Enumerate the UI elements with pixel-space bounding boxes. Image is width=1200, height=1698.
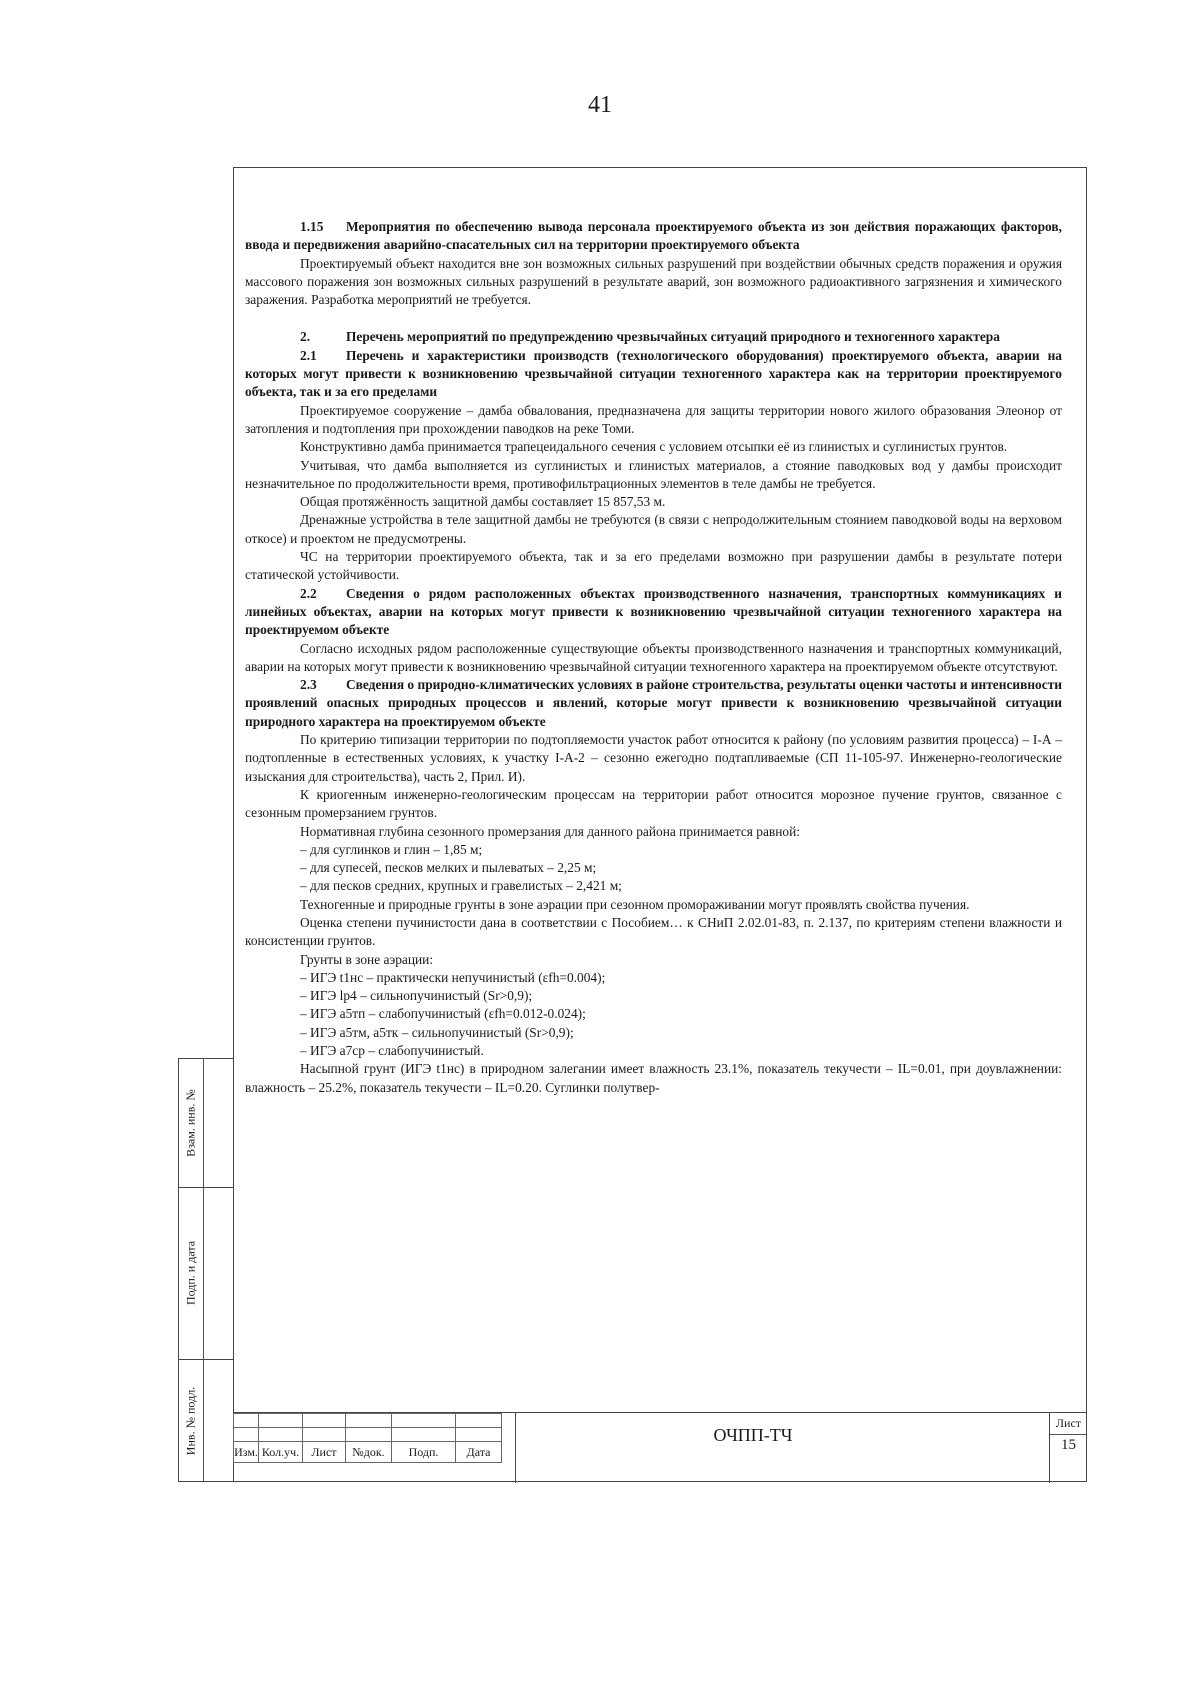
section-title: Мероприятия по обеспечению вывода персонала проектируемого объекта из зон действия поражающих факторов, ввода и передвижения аварийно-спасательных сил на территории проектируемого объекта [245,219,1062,253]
paragraph: Проектируемое сооружение – дамба обвалования, предназначена для защиты территории нового жилого образования Элеонор от затопления и подтопления при прохождении паводков на реке Томи. [245,402,1062,436]
col-izm: Изм. [234,1442,259,1463]
page-number: 41 [588,92,612,118]
side-stamp-podp: Подп. и дата [183,1240,198,1306]
section-number: 2.1 [300,347,317,363]
paragraph: Общая протяжённость защитной дамбы составляет 15 857,53 м. [300,494,666,510]
side-stamp [178,1058,233,1482]
paragraph: Конструктивно дамба принимается трапецеидального сечения с условием отсыпки её из глинистых и суглинистых грунтов. [300,439,1008,455]
col-data: Дата [456,1442,502,1463]
list-item: – для песков средних, крупных и гравелистых – 2,421 м; [300,878,622,894]
paragraph: К криогенным инженерно-геологическим процессам на территории работ относится морозное пучение грунтов, связанное с сезонным промерзанием грунтов. [245,786,1062,821]
col-ndok: №док. [346,1442,392,1463]
section-title: Перечень мероприятий по предупреждению чрезвычайных ситуаций природного и техногенного характера [346,329,1000,345]
paragraph: По критерию типизации территории по подтопляемости участок работ относится к району (по условиям развития процесса) – I-А – подтопленные в естественных условиях, к участку I-А-2 – сезонно ежегодно подтапливаемые (СП 11-105-97. Инженерно-геологические изыскания для строительства), часть 2, Прил. И). [245,732,1062,784]
list-item: – ИГЭ a7cp – слабопучинистый. [300,1043,484,1059]
paragraph: Учитывая, что дамба выполняется из суглинистых и глинистых материалов, а стояние паводковых вод у дамбы происходит незначительное по продолжительности время, противофильтрационных элементов в теле дамбы не требуется. [245,457,1062,491]
paragraph: ЧС на территории проектируемого объекта, так и за его пределами возможно при разрушении дамбы в результате потери статической устойчивости. [245,549,1062,583]
list-item: – ИГЭ a5тп – слабопучинистый (εfh=0.012-0.024); [300,1006,586,1022]
paragraph: Согласно исходных рядом расположенные существующие объекты производственного назначения и транспортных коммуникаций, аварии на которых могут привести к возникновению чрезвычайной ситуации техногенного характера на проектируемом объекте отсутствуют. [245,640,1062,674]
sheet-box [1049,1413,1087,1483]
side-stamp-inv: Инв. № подл. [183,1386,198,1456]
col-podp: Подп. [392,1442,456,1463]
document-body [245,218,1062,1097]
col-kol-uch: Кол.уч. [259,1442,303,1463]
side-stamp-vzam: Взам. инв. № [183,1089,198,1157]
paragraph: Проектируемый объект находится вне зон возможных сильных разрушений при воздействии обычных средств поражения и оружия массового поражения зон возможных сильных разрушений в результате аварий, зон возможного радиоактивного загрязнения и химического заражения. Разработка мероприятий не требуется. [245,255,1062,308]
section-1-15-heading [245,218,1062,255]
title-block-revisions-table [233,1413,502,1463]
section-title: Сведения о природно-климатических условиях в районе строительства, результаты оценки частоты и интенсивности проявлений опасных природных процессов и явлений, которые могут привести к возникновению чрезвычайной ситуации природного характера на проектируемом объекте [245,677,1062,729]
title-block [233,1412,1087,1482]
list-item: – ИГЭ lp4 – сильнопучинистый (Sr>0,9); [300,988,533,1004]
paragraph: Насыпной грунт (ИГЭ t1нс) в природном залегании имеет влажность 23.1%, показатель текучести – IL=0.01, при доувлажнении: влажность – 25.2%, показатель текучести – IL=0.20. Суглинки полутвер- [245,1061,1062,1095]
paragraph: Дренажные устройства в теле защитной дамбы не требуются (в связи с непродолжительным стоянием паводковой воды на верховом откосе) и проектом не предусмотрены. [245,512,1062,546]
section-2-1-heading [245,347,1062,402]
paragraph: Нормативная глубина сезонного промерзания для данного района принимается равной: [300,823,800,839]
list-item: – для суглинков и глин – 1,85 м; [300,841,483,857]
section-number: 2. [300,329,311,345]
section-number: 2.3 [300,677,317,693]
section-number: 2.2 [300,585,317,601]
paragraph: Грунты в зоне аэрации: [300,951,434,967]
list-item: – ИГЭ a5тм, a5тк – сильнопучинистый (Sr>0,9); [300,1024,574,1040]
sheet-number: 15 [1061,1437,1076,1453]
section-2-2-heading [245,585,1062,640]
col-list: Лист [303,1442,346,1463]
sheet-label: Лист [1050,1413,1087,1435]
list-item: – ИГЭ t1нс – практически непучинистый (εfh=0.004); [300,969,606,985]
section-title: Перечень и характеристики производств (технологического оборудования) проектируемого объекта, аварии на которых могут привести к возникновению чрезвычайной ситуации техногенного характера как на территории проектируемого объекта, так и за его пределами [245,347,1062,400]
paragraph: Оценка степени пучинистости дана в соответствии с Пособием… к СНиП 2.02.01-83, п. 2.137, по критериям степени влажности и консистенции грунтов. [245,914,1062,949]
title-block-divider [515,1413,516,1483]
document-code: ОЧПП-ТЧ [713,1425,793,1445]
section-number: 1.15 [300,219,324,234]
list-item: – для супесей, песков мелких и пылеватых – 2,25 м; [300,860,597,876]
section-title: Сведения о рядом расположенных объектах производственного назначения, транспортных коммуникациях и линейных объектах, аварии на которых могут привести к возникновению чрезвычайной ситуации техногенного характера на проектируемом объекте [245,585,1062,638]
paragraph: Техногенные и природные грунты в зоне аэрации при сезонном промораживании могут проявлять свойства пучения. [300,896,970,912]
section-2-3-heading [245,676,1062,731]
section-2-heading [245,328,1062,346]
